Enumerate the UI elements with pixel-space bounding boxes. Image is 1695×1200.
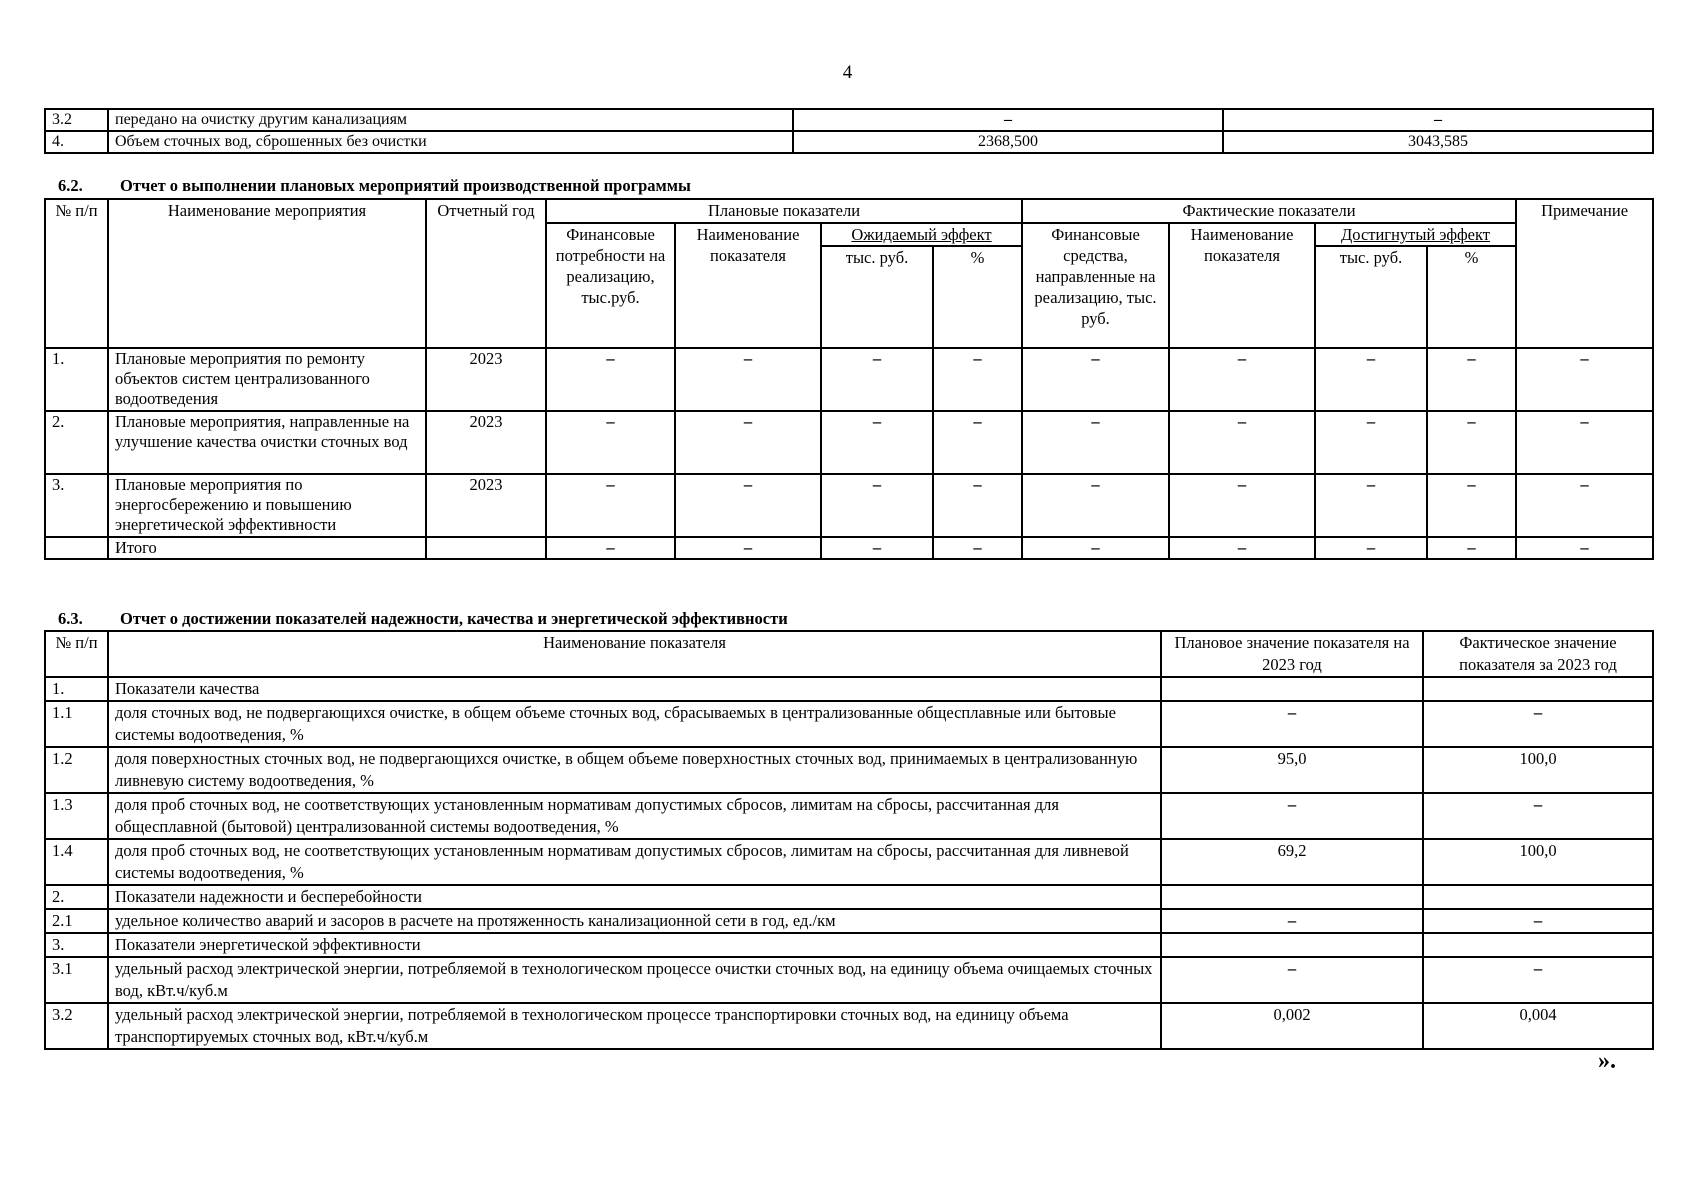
table-row [45, 747, 1653, 793]
value-cell: – [675, 348, 821, 411]
fact-value [1423, 885, 1653, 909]
value-cell: – [933, 348, 1022, 411]
row-number: 1.2 [45, 747, 108, 793]
fact-value [1423, 677, 1653, 701]
table-row [45, 109, 1653, 131]
row-number: 2. [45, 411, 108, 474]
header-thousand-rub: тыс. руб. [821, 246, 933, 348]
plan-value: – [1161, 793, 1423, 839]
page-number: 4 [842, 62, 853, 83]
plan-measures-table [44, 198, 1654, 560]
table-row [45, 677, 1653, 701]
total-row [45, 537, 1653, 559]
section-62-heading [58, 176, 691, 196]
row-name: Плановые мероприятия, направленные на улучшение качества очистки сточных вод [108, 411, 426, 474]
row-number: 2.1 [45, 909, 108, 933]
table-row [45, 1003, 1653, 1049]
plan-value: 0,002 [1161, 1003, 1423, 1049]
value-cell: – [821, 474, 933, 537]
plan-value [1161, 885, 1423, 909]
closing-quote-mark: ». [1598, 1048, 1616, 1074]
table-row [45, 933, 1653, 957]
value-cell: – [546, 474, 675, 537]
value-cell: – [546, 348, 675, 411]
row-name: передано на очистку другим канализациям [108, 109, 793, 131]
header-num: № п/п [45, 199, 108, 348]
value-cell: – [1315, 474, 1427, 537]
top-table [44, 108, 1654, 154]
table-row [45, 957, 1653, 1003]
section-number: 6.3. [58, 609, 83, 628]
row-number: 3.2 [45, 1003, 108, 1049]
table-row [45, 793, 1653, 839]
table-row [45, 411, 1653, 474]
row-number: 1.1 [45, 701, 108, 747]
value-cell: – [546, 411, 675, 474]
plan-value: – [1161, 909, 1423, 933]
row-name: Объем сточных вод, сброшенных без очистки [108, 131, 793, 153]
row-number: 1. [45, 677, 108, 701]
header-name: Наименование показателя [108, 631, 1161, 677]
section-63-heading [58, 609, 788, 629]
fact-value: – [1423, 909, 1653, 933]
row-number: 1. [45, 348, 108, 411]
header-fact: Фактические показатели [1022, 199, 1516, 223]
row-name: доля поверхностных сточных вод, не подвергающихся очистке, в общем объеме поверхностных сточных вод, принимаемых в централизованную ливневую систему водоотведения, % [108, 747, 1161, 793]
value-cell: – [1022, 348, 1169, 411]
value-cell: – [1427, 411, 1516, 474]
value-cell: – [1169, 474, 1315, 537]
row-number: 3.1 [45, 957, 108, 1003]
row-year [426, 537, 546, 559]
row-name: Плановые мероприятия по энергосбережению и повышению энергетической эффективности [108, 474, 426, 537]
value-cell: – [1516, 537, 1653, 559]
row-name: Плановые мероприятия по ремонту объектов систем централизованного водоотведения [108, 348, 426, 411]
value-cell: 3043,585 [1223, 131, 1653, 153]
header-plan-finance: Финансовые потребности на реализацию, тыс.руб. [546, 223, 675, 348]
header-fact-indicator: Наименование показателя [1169, 223, 1315, 348]
row-number: 1.4 [45, 839, 108, 885]
row-number: 3. [45, 474, 108, 537]
row-name: удельное количество аварий и засоров в расчете на протяженность канализационной сети в год, ед./км [108, 909, 1161, 933]
row-number [45, 537, 108, 559]
value-cell: – [933, 474, 1022, 537]
row-name: Показатели надежности и бесперебойности [108, 885, 1161, 909]
table-row [45, 839, 1653, 885]
row-number: 2. [45, 885, 108, 909]
value-cell: – [793, 109, 1223, 131]
header-thousand-rub: тыс. руб. [1315, 246, 1427, 348]
header-fact-finance: Финансовые средства, направленные на реализацию, тыс. руб. [1022, 223, 1169, 348]
row-name: удельный расход электрической энергии, потребляемой в технологическом процессе транспортировки сточных вод, на единицу объема транспортируемых сточных вод, кВт.ч/куб.м [108, 1003, 1161, 1049]
header-percent: % [933, 246, 1022, 348]
value-cell: – [1169, 348, 1315, 411]
row-year: 2023 [426, 474, 546, 537]
header-plan-effect: Ожидаемый эффект [821, 223, 1022, 246]
fact-value [1423, 933, 1653, 957]
total-label: Итого [108, 537, 426, 559]
value-cell: – [1022, 411, 1169, 474]
value-cell: – [1427, 474, 1516, 537]
table-row [45, 885, 1653, 909]
value-cell: – [1427, 348, 1516, 411]
value-cell: – [821, 411, 933, 474]
fact-value: 0,004 [1423, 1003, 1653, 1049]
value-cell: – [1315, 411, 1427, 474]
fact-value: – [1423, 957, 1653, 1003]
value-cell: – [675, 411, 821, 474]
section-number: 6.2. [58, 176, 83, 195]
fact-value: – [1423, 793, 1653, 839]
row-number: 1.3 [45, 793, 108, 839]
table-row [45, 474, 1653, 537]
header-plan: Плановые показатели [546, 199, 1022, 223]
value-cell: 2368,500 [793, 131, 1223, 153]
value-cell: – [821, 537, 933, 559]
plan-value [1161, 933, 1423, 957]
row-number: 4. [45, 131, 108, 153]
header-year: Отчетный год [426, 199, 546, 348]
value-cell: – [1516, 411, 1653, 474]
fact-value: – [1423, 701, 1653, 747]
row-year: 2023 [426, 348, 546, 411]
value-cell: – [1427, 537, 1516, 559]
value-cell: – [1516, 474, 1653, 537]
header-fact-effect: Достигнутый эффект [1315, 223, 1516, 246]
section-title: Отчет о выполнении плановых мероприятий производственной программы [120, 176, 691, 195]
row-name: удельный расход электрической энергии, потребляемой в технологическом процессе очистки сточных вод, на единицу объема очищаемых сточных вод, кВт.ч/куб.м [108, 957, 1161, 1003]
row-name: Показатели энергетической эффективности [108, 933, 1161, 957]
row-year: 2023 [426, 411, 546, 474]
table-row [45, 701, 1653, 747]
header-num: № п/п [45, 631, 108, 677]
header-name: Наименование мероприятия [108, 199, 426, 348]
header-note: Примечание [1516, 199, 1653, 348]
plan-value [1161, 677, 1423, 701]
value-cell: – [821, 348, 933, 411]
value-cell: – [933, 537, 1022, 559]
value-cell: – [546, 537, 675, 559]
header-fact: Фактическое значение показателя за 2023 год [1423, 631, 1653, 677]
value-cell: – [1315, 348, 1427, 411]
plan-value: – [1161, 701, 1423, 747]
value-cell: – [1022, 474, 1169, 537]
row-name: доля проб сточных вод, не соответствующих установленным нормативам допустимых сбросов, лимитам на сбросы, рассчитанная для ливневой системы водоотведения, % [108, 839, 1161, 885]
value-cell: – [1223, 109, 1653, 131]
value-cell: – [1516, 348, 1653, 411]
value-cell: – [675, 537, 821, 559]
value-cell: – [1022, 537, 1169, 559]
row-name: доля сточных вод, не подвергающихся очистке, в общем объеме сточных вод, сбрасываемых в централизованные общесплавные или бытовые системы водоотведения, % [108, 701, 1161, 747]
indicators-table [44, 630, 1654, 1050]
table-row [45, 348, 1653, 411]
value-cell: – [933, 411, 1022, 474]
plan-value: – [1161, 957, 1423, 1003]
value-cell: – [675, 474, 821, 537]
fact-value: 100,0 [1423, 747, 1653, 793]
row-number: 3.2 [45, 109, 108, 131]
plan-value: 95,0 [1161, 747, 1423, 793]
row-number: 3. [45, 933, 108, 957]
plan-value: 69,2 [1161, 839, 1423, 885]
header-plan: Плановое значение показателя на 2023 год [1161, 631, 1423, 677]
table-row [45, 909, 1653, 933]
value-cell: – [1169, 537, 1315, 559]
section-title: Отчет о достижении показателей надежности, качества и энергетической эффективности [120, 609, 788, 628]
header-plan-indicator: Наименование показателя [675, 223, 821, 348]
value-cell: – [1315, 537, 1427, 559]
header-percent: % [1427, 246, 1516, 348]
row-name: Показатели качества [108, 677, 1161, 701]
row-name: доля проб сточных вод, не соответствующих установленным нормативам допустимых сбросов, лимитам на сбросы, рассчитанная для общесплавной (бытовой) централизованной системы водоотведения, % [108, 793, 1161, 839]
fact-value: 100,0 [1423, 839, 1653, 885]
value-cell: – [1169, 411, 1315, 474]
table-row [45, 131, 1653, 153]
